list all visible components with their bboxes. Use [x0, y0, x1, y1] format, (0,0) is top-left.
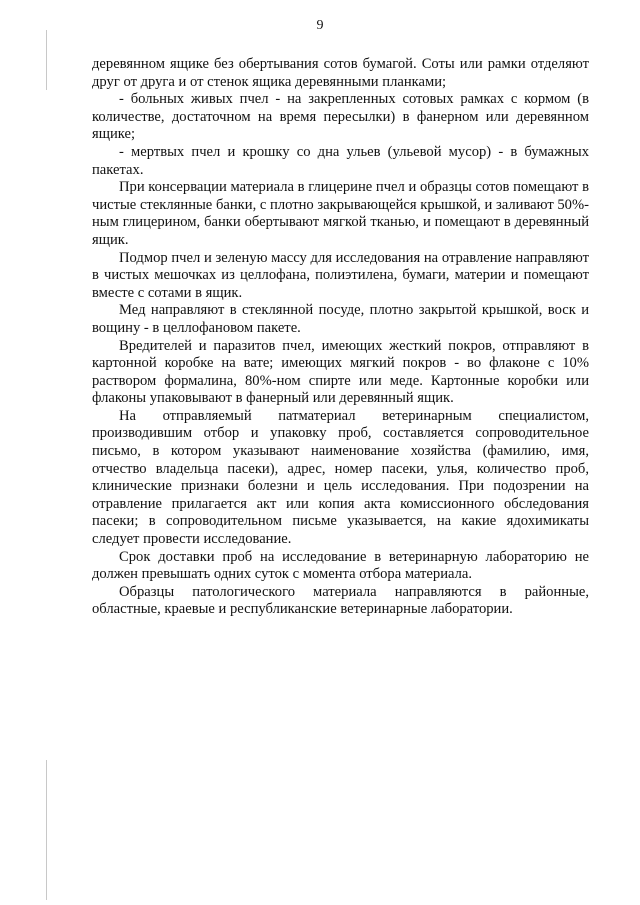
paragraph-7: Вредителей и паразитов пчел, имеющих жесткий покров, отправляют в картонной коробке на вате; имеющих мягкий покров - во флаконе с 10% раствором формалина, 80%-ном спирте или меде. Картонные коробки или флаконы упаковывают в фанерный или деревянный ящик. — [92, 337, 589, 407]
scan-edge-mark-top — [46, 30, 47, 90]
paragraph-10: Образцы патологического материала направляются в районные, областные, краевые и республиканские ветеринарные лаборатории. — [92, 583, 589, 618]
page-number: 9 — [316, 18, 324, 33]
paragraph-2: - больных живых пчел - на закрепленных сотовых рамках с кормом (в количестве, достаточном на время пересылки) в фанерном или деревянном ящике; — [92, 91, 589, 143]
paragraph-3: - мертвых пчел и крошку со дна ульев (ульевой мусор) - в бумажных пакетах. — [92, 143, 589, 178]
paragraph-1: деревянном ящике без обертывания сотов бумагой. Соты или рамки отделяют друг от друга и от стенок ящика деревянными планками; — [92, 56, 589, 90]
paragraph-4: При консервации материала в глицерине пчел и образцы сотов помещают в чистые стеклянные банки, с плотно закрывающейся крышкой, и заливают 50%-ным глицерином, банки обертывают мягкой тканью, и помещают в деревянный ящик. — [92, 179, 589, 248]
paragraph-5: Подмор пчел и зеленую массу для исследования на отравление направляют в чистых мешочках из целлофана, полиэтилена, бумаги, материи и помещают вместе с сотами в ящик. — [92, 249, 589, 301]
paragraph-8: На отправляемый патматериал ветеринарным специалистом, производившим отбор и упаковку проб, составляется сопроводительное письмо, в котором указывают наименование хозяйства (фамилию, имя, отчество владельца пасеки), адрес, номер пасеки, улья, количество проб, клинические признаки болезни и цель исследования. При подозрении на отравление прилагается акт или копия акта комиссионного обследования пасеки; в сопроводительном письме указывается, на какие ядохимикаты следует провести исследование. — [92, 407, 589, 548]
paragraph-6: Мед направляют в стеклянной посуде, плотно закрытой крышкой, воск и вощину - в целлофановом пакете. — [92, 302, 589, 336]
document-body — [92, 56, 589, 619]
scan-edge-mark-bottom — [46, 760, 47, 900]
paragraph-9: Срок доставки проб на исследование в ветеринарную лабораторию не должен превышать одних суток с момента отбора материала. — [92, 548, 589, 583]
